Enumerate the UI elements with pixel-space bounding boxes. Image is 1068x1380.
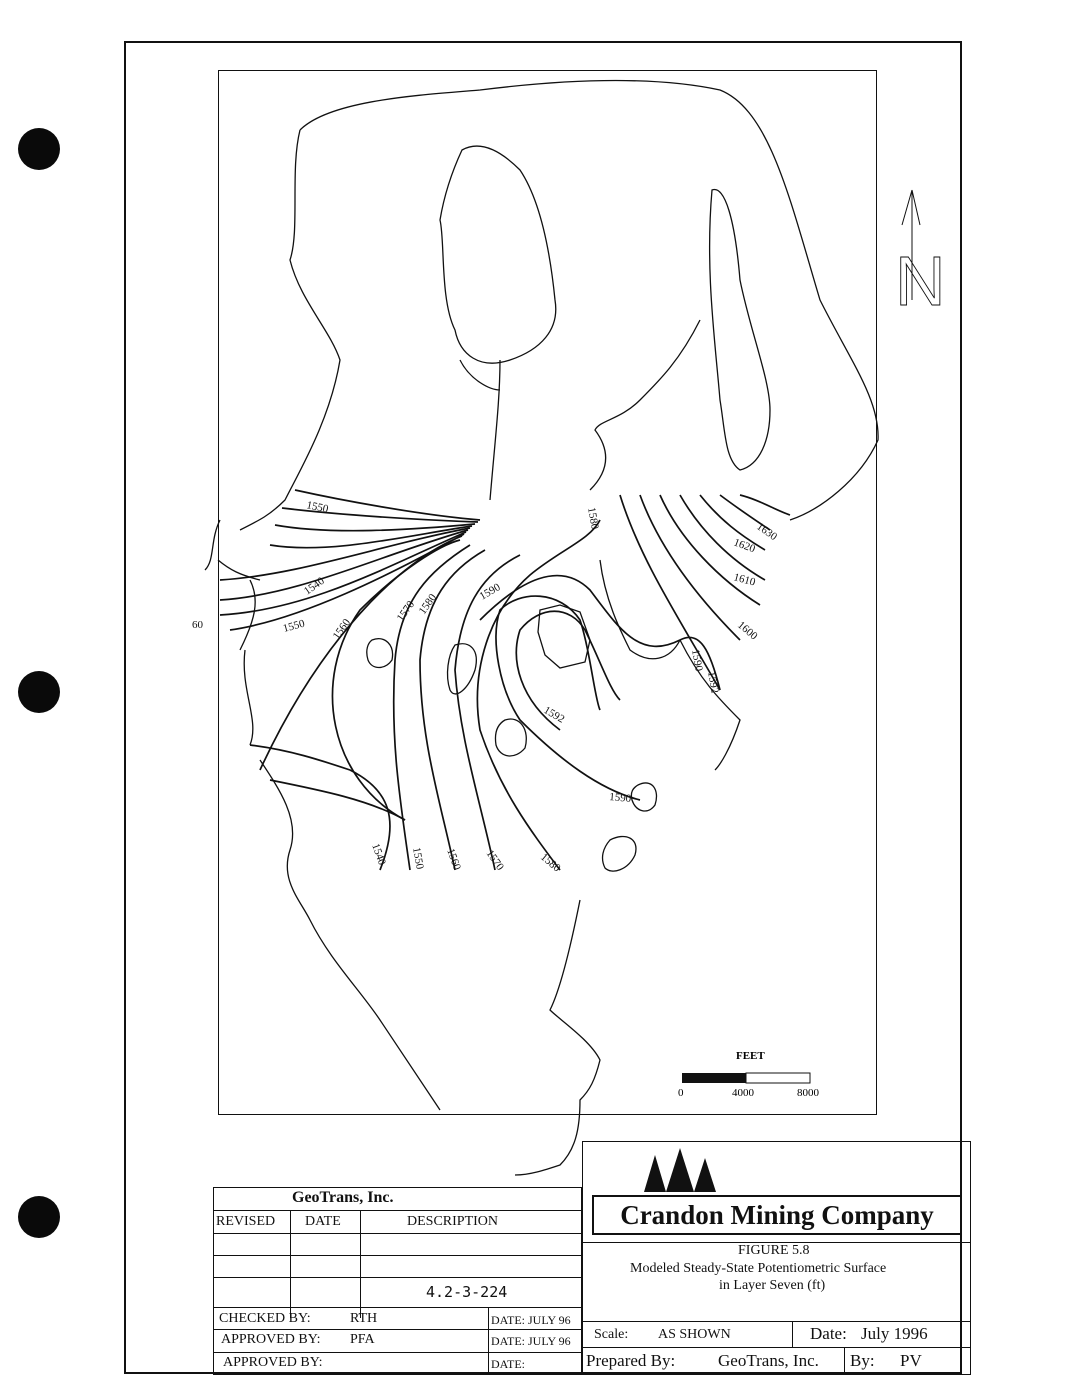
description-header: DESCRIPTION [407, 1214, 499, 1229]
north-arrow [895, 190, 946, 320]
contour-line [516, 611, 620, 730]
contour-label: 1620 [731, 536, 757, 556]
contour-label: 1580 [416, 591, 440, 617]
title-block [582, 1141, 971, 1375]
pond [538, 605, 590, 668]
stream [460, 360, 500, 500]
model-boundary [240, 81, 878, 530]
drawing-number: 4.2-3-224 [426, 1283, 508, 1301]
island-4 [603, 836, 636, 871]
lake-north [440, 146, 556, 363]
island-1 [367, 639, 393, 668]
contour-label: 1580 [585, 506, 601, 531]
island-2 [448, 644, 477, 694]
contour-label: 1540 [369, 841, 388, 867]
scale-tick-label: 8000 [797, 1087, 819, 1099]
approved-by-label-2: APPROVED BY: [223, 1355, 323, 1370]
revised-header: REVISED [216, 1214, 276, 1229]
contour-line [620, 495, 720, 690]
contour-line [477, 576, 720, 690]
checked-by-value: RTH [350, 1311, 378, 1326]
by-label: By: [850, 1351, 875, 1370]
date-header: DATE [305, 1214, 341, 1229]
contour-labels [192, 499, 780, 875]
approved-date: DATE: JULY 96 [491, 1334, 571, 1348]
checked-by-label: CHECKED BY: [219, 1311, 311, 1326]
contour-label: 1550 [281, 617, 307, 635]
scale-tick-label: 4000 [732, 1087, 754, 1099]
prepared-by-value: GeoTrans, Inc. [718, 1351, 819, 1370]
contour-label: 1610 [732, 571, 757, 589]
contour-line [220, 530, 468, 600]
contour-label: 1560 [444, 846, 463, 872]
scale-label: Scale: [594, 1327, 629, 1342]
contour-label: 1550 [410, 846, 426, 871]
scale-bar [678, 1050, 820, 1099]
north-label: N [895, 242, 946, 320]
contour-line [477, 520, 600, 870]
contour-label: 1592 [541, 704, 567, 726]
company-name-left: GeoTrans, Inc. [292, 1189, 394, 1206]
contour-label: 1560 [330, 616, 354, 642]
figure-title-line1: Modeled Steady-State Potentiometric Surface [630, 1261, 887, 1276]
contour-label: 1590 [477, 581, 503, 603]
prepared-by-label: Prepared By: [586, 1351, 676, 1370]
island-3 [631, 783, 656, 811]
figure-number: FIGURE 5.8 [738, 1243, 810, 1258]
lake-sw [495, 719, 526, 756]
scale-bar-title: FEET [736, 1050, 765, 1062]
contour-line [680, 495, 765, 580]
approved-date-2: DATE: [491, 1357, 525, 1371]
figure-title-line2: in Layer Seven (ft) [719, 1278, 826, 1293]
approved-by-value: PFA [350, 1332, 375, 1347]
approved-by-label: APPROVED BY: [221, 1332, 321, 1347]
contour-label: 1590 [689, 648, 705, 673]
contour-label: 1570 [483, 847, 506, 873]
by-value: PV [900, 1351, 922, 1370]
checked-date: DATE: JULY 96 [491, 1313, 571, 1327]
contour-line [740, 495, 790, 515]
contour-line [250, 745, 390, 870]
scale-value: AS SHOWN [658, 1327, 731, 1342]
lake-east [710, 190, 770, 470]
contour-label: 1600 [735, 619, 760, 643]
company-brand: Crandon Mining Company [592, 1195, 962, 1235]
contour-label: 1630 [754, 520, 780, 544]
date-label: Date: [810, 1324, 847, 1343]
contour-label: 60 [192, 619, 203, 631]
revision-block [213, 1187, 582, 1375]
contour-label: 1550 [305, 499, 330, 516]
contour-line [260, 536, 462, 770]
contour-label: 1590 [608, 791, 632, 805]
scale-tick-label: 0 [678, 1087, 684, 1099]
contour-label: 1580 [538, 851, 563, 875]
contour-label: 1570 [394, 598, 418, 624]
contour-line [640, 495, 740, 640]
contour-line [220, 528, 470, 580]
date-value: July 1996 [861, 1324, 928, 1343]
coastline-south [515, 900, 600, 1175]
contour-label: 1540 [301, 575, 327, 598]
contour-label: 1592 [705, 670, 721, 695]
